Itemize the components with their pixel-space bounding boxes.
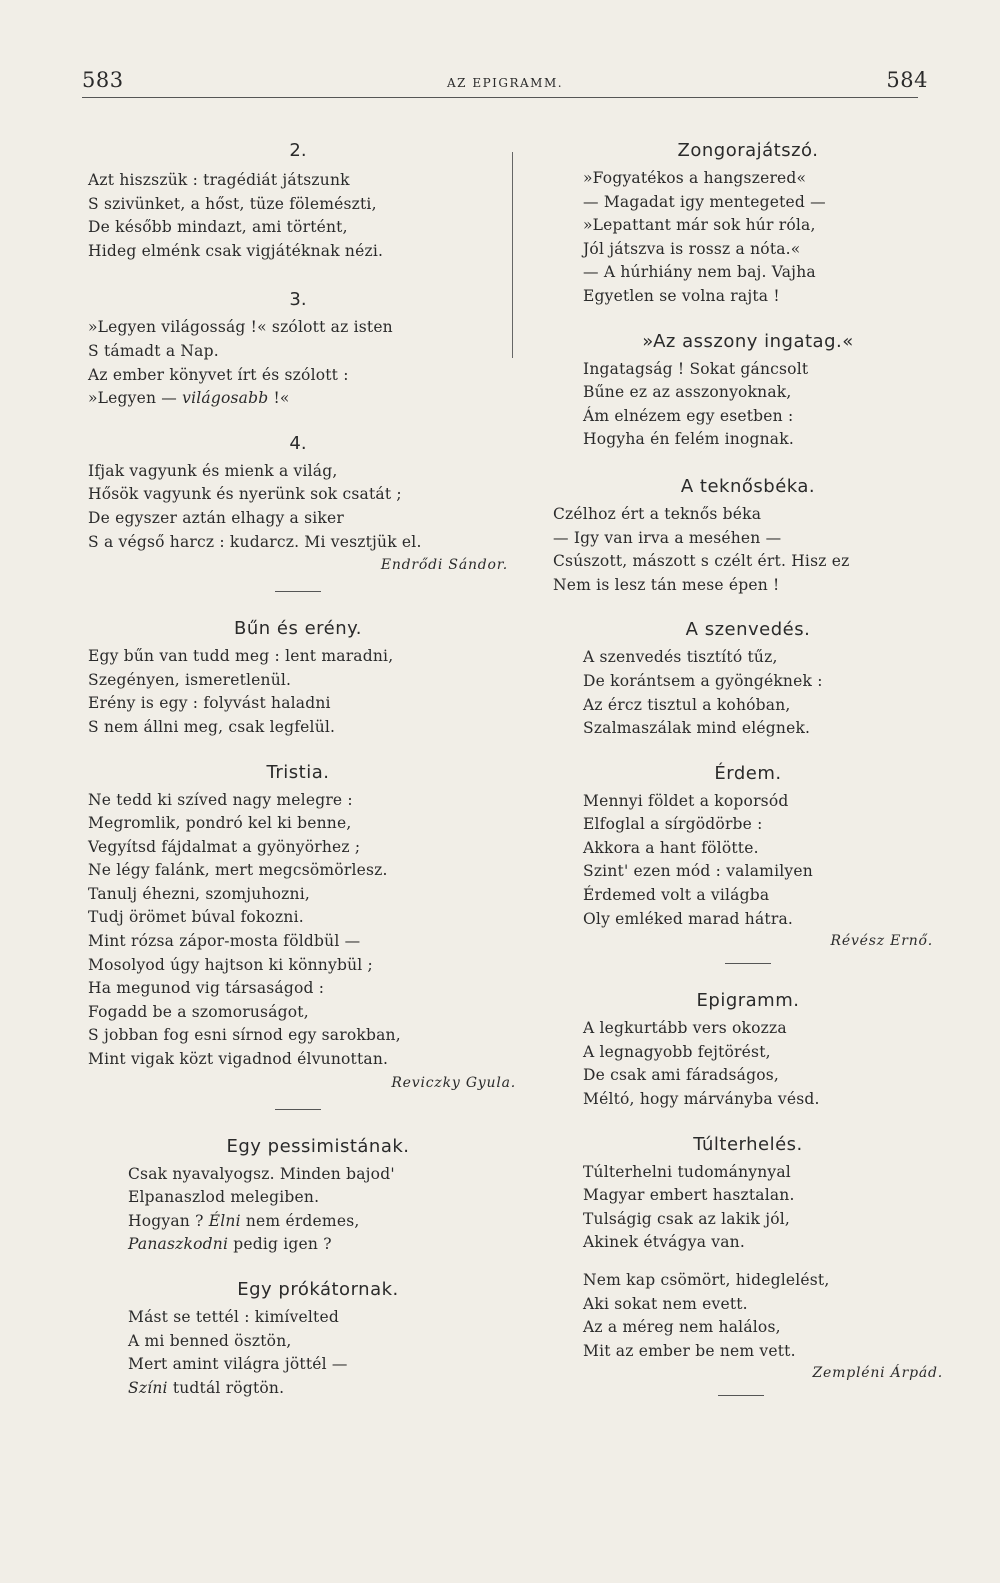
running-title: AZ EPIGRAMM. xyxy=(447,76,564,90)
poem-4 xyxy=(88,460,508,554)
poem-line: Szegényen, ismeretlenül. xyxy=(88,670,292,689)
poem-line: De később mindazt, ami történt, xyxy=(88,218,348,237)
poem-line: Az ércz tisztul a kohóban, xyxy=(583,695,791,714)
poem-line: Mennyi földet a koporsód xyxy=(583,791,789,810)
poem-line: Tulságig csak az lakik jól, xyxy=(583,1209,791,1228)
poem-szenvedes xyxy=(583,646,913,740)
poem-line: Tanulj éhezni, szomjuhozni, xyxy=(88,884,311,903)
poem-line: Bűne ez az asszonyoknak, xyxy=(583,383,792,402)
poem-line: »Fogyatékos a hangszered« xyxy=(583,169,807,187)
poem-title: Zongorajátszó. xyxy=(677,140,819,161)
poem-line: A legnagyobb fejtörést, xyxy=(583,1042,771,1061)
poem-line: A szenvedés tisztító tűz, xyxy=(583,648,778,667)
poem-line: S támadt a Nap. xyxy=(88,341,219,360)
separator-rule xyxy=(718,1395,764,1396)
poem-line: Csak nyavalyogsz. Minden bajod' xyxy=(128,1164,395,1183)
poem-line: S szivünket, a hőst, tüze fölemészti, xyxy=(88,194,377,213)
poem-tristia xyxy=(88,789,508,1072)
poem-line: Nem kap csömört, hideglelést, xyxy=(583,1271,830,1289)
poem-title: Egy pessimistának. xyxy=(226,1135,410,1157)
poem-line: S a végső harcz : kudarcz. Mi vesztjük el. xyxy=(88,532,422,551)
poem-title: Túlterhelés. xyxy=(693,1133,803,1155)
poem-line: Egy bűn van tudd meg : lent maradni, xyxy=(88,647,394,666)
poem-line: Fogadd be a szomoruságot, xyxy=(88,1002,309,1021)
poem-line: Mást se tettél : kimívelted xyxy=(128,1308,339,1326)
poem-line: Hősök vagyunk és nyerünk sok csatát ; xyxy=(88,485,402,504)
poem-tulterheles-stanza-2 xyxy=(583,1269,913,1363)
poem-line: Ha megunod vig társaságod : xyxy=(88,979,325,998)
poem-line: — Magadat igy mentegeted — xyxy=(583,192,826,211)
author-signature: Endrődi Sándor. xyxy=(380,557,508,574)
poem-2 xyxy=(88,169,508,263)
poem-line: Megromlik, pondró kel ki benne, xyxy=(88,814,352,833)
poem-line: Mert amint világra jöttél — xyxy=(128,1355,348,1374)
poem-title: Tristia. xyxy=(266,761,330,783)
poem-line: Csúszott, mászott s czélt ért. Hisz ez xyxy=(553,552,850,571)
poem-line: Hogyha én felém inognak. xyxy=(583,430,794,449)
emphasis-text: Panaszkodni xyxy=(128,1235,229,1254)
poem-3 xyxy=(88,316,508,410)
text-span: pedig igen ? xyxy=(228,1235,332,1254)
poem-line: Túlterhelni tudománynyal xyxy=(583,1162,791,1181)
poem-line: Mosolyod úgy hajtson ki könnybül ; xyxy=(88,955,373,974)
poem-line: A legkurtább vers okozza xyxy=(583,1019,787,1038)
poem-line: Jól játszva is rossz a nóta.« xyxy=(583,239,801,258)
poem-line: Aki sokat nem evett. xyxy=(583,1294,748,1313)
poem-line xyxy=(128,1210,508,1234)
poem-line: Czélhoz ért a teknős béka xyxy=(553,504,762,523)
header-rule xyxy=(82,97,918,98)
poem-line: Elfoglal a sírgödörbe : xyxy=(583,815,763,834)
text-span: »Legyen — xyxy=(88,389,183,408)
poem-line: De korántsem a gyöngéknek : xyxy=(583,671,823,690)
poem-line: Szalmaszálak mind elégnek. xyxy=(583,719,811,738)
poem-line xyxy=(128,1377,508,1401)
poem-line: Az a méreg nem halálos, xyxy=(583,1318,781,1337)
text-span: !« xyxy=(268,389,290,408)
poem-line: Azt hiszszük : tragédiát játszunk xyxy=(88,171,350,189)
poem-line: Az ember könyvet írt és szólott : xyxy=(88,365,349,384)
poem-line: Mit az ember be nem vett. xyxy=(583,1341,796,1360)
poem-line: Magyar embert hasztalan. xyxy=(583,1186,795,1205)
poem-line: Mint rózsa zápor-mosta földbül — xyxy=(88,932,361,951)
page-number-left: 583 xyxy=(82,68,124,92)
poem-line: De csak ami fáradságos, xyxy=(583,1066,780,1085)
poem-line: Elpanaszlod melegiben. xyxy=(128,1188,320,1207)
poem-line: De egyszer aztán elhagy a siker xyxy=(88,508,345,527)
emphasis-text: világosabb xyxy=(182,389,269,408)
poem-title: »Az asszony ingatag.« xyxy=(642,330,854,352)
poem-line: Oly emléked marad hátra. xyxy=(583,909,794,928)
poem-line: Hideg elménk csak vigjátéknak nézi. xyxy=(88,241,384,260)
poem-line: Ne tedd ki szíved nagy melegre : xyxy=(88,790,353,809)
poem-line: Erény is egy : folyvást haladni xyxy=(88,694,331,713)
right-column xyxy=(553,140,943,1396)
poem-line: »Legyen világosság !« szólott az isten xyxy=(88,318,393,337)
poem-line: S jobban fog esni sírnod egy sarokban, xyxy=(88,1026,401,1045)
text-span: tudtál rögtön. xyxy=(167,1378,285,1397)
poem-line: Ingatagság ! Sokat gáncsolt xyxy=(583,359,809,378)
emphasis-text: Színi xyxy=(128,1378,168,1397)
page-number-right: 584 xyxy=(886,68,928,92)
emphasis-text: Élni xyxy=(208,1211,241,1230)
author-signature: Zempléni Árpád. xyxy=(812,1365,943,1382)
poem-title: A szenvedés. xyxy=(685,619,811,641)
poem-line xyxy=(128,1233,508,1257)
poem-bun-es-ereny xyxy=(88,645,508,739)
column-divider xyxy=(512,152,513,358)
poem-erdem xyxy=(583,790,913,932)
poem-zongorajatszo xyxy=(583,167,913,309)
author-signature: Révész Ernő. xyxy=(830,933,933,950)
section-number: 3. xyxy=(289,289,307,311)
poem-title: Egy prókátornak. xyxy=(237,1279,399,1300)
poem-teknosbeka xyxy=(553,503,913,597)
poem-line: — Igy van irva a meséhen — xyxy=(553,528,782,547)
poem-line: Mint vigak közt vigadnod élvunottan. xyxy=(88,1050,389,1069)
poem-line: Akkora a hant fölötte. xyxy=(583,838,759,857)
poem-asszony-ingatag xyxy=(583,358,913,452)
poem-line xyxy=(88,387,508,411)
poem-line: »Lepattant már sok húr róla, xyxy=(583,216,816,235)
poem-pessimistanak xyxy=(128,1163,508,1257)
poem-epigramm xyxy=(583,1017,913,1111)
poem-line: Akinek étvágya van. xyxy=(583,1233,745,1252)
text-span: nem érdemes, xyxy=(240,1211,360,1230)
poem-line: Nem is lesz tán mese épen ! xyxy=(553,575,780,594)
separator-rule xyxy=(725,963,771,964)
poem-title: Epigramm. xyxy=(696,990,800,1012)
author-signature: Reviczky Gyula. xyxy=(391,1074,516,1091)
poem-line: — A húrhiány nem baj. Vajha xyxy=(583,263,816,282)
poem-title: A teknősbéka. xyxy=(680,475,816,497)
poem-title: Érdem. xyxy=(714,762,782,784)
poem-line: Méltó, hogy márványba vésd. xyxy=(583,1090,820,1109)
poem-line: S nem állni meg, csak legfelül. xyxy=(88,717,336,736)
poem-tulterheles xyxy=(583,1161,913,1255)
section-number: 4. xyxy=(289,432,307,454)
separator-rule xyxy=(275,1109,321,1110)
poem-line: Tudj örömet búval fokozni. xyxy=(88,908,304,927)
poem-line: Ne légy falánk, mert megcsömörlesz. xyxy=(88,861,388,880)
separator-rule xyxy=(275,591,321,592)
poem-line: Szint' ezen mód : valamilyen xyxy=(583,862,813,881)
left-column xyxy=(88,140,516,1400)
text-span: Hogyan ? xyxy=(128,1211,209,1230)
section-number: 2. xyxy=(289,140,307,161)
poem-line: Érdemed volt a világba xyxy=(583,886,770,905)
poem-line: Egyetlen se volna rajta ! xyxy=(583,286,780,305)
poem-title: Bűn és erény. xyxy=(234,618,362,640)
poem-prokatornak xyxy=(128,1306,508,1400)
poem-line: Vegyítsd fájdalmat a gyönyörhez ; xyxy=(88,837,361,856)
poem-line: Ifjak vagyunk és mienk a világ, xyxy=(88,461,338,480)
poem-line: A mi benned ösztön, xyxy=(128,1331,292,1350)
poem-line: Ám elnézem egy esetben : xyxy=(583,406,794,425)
